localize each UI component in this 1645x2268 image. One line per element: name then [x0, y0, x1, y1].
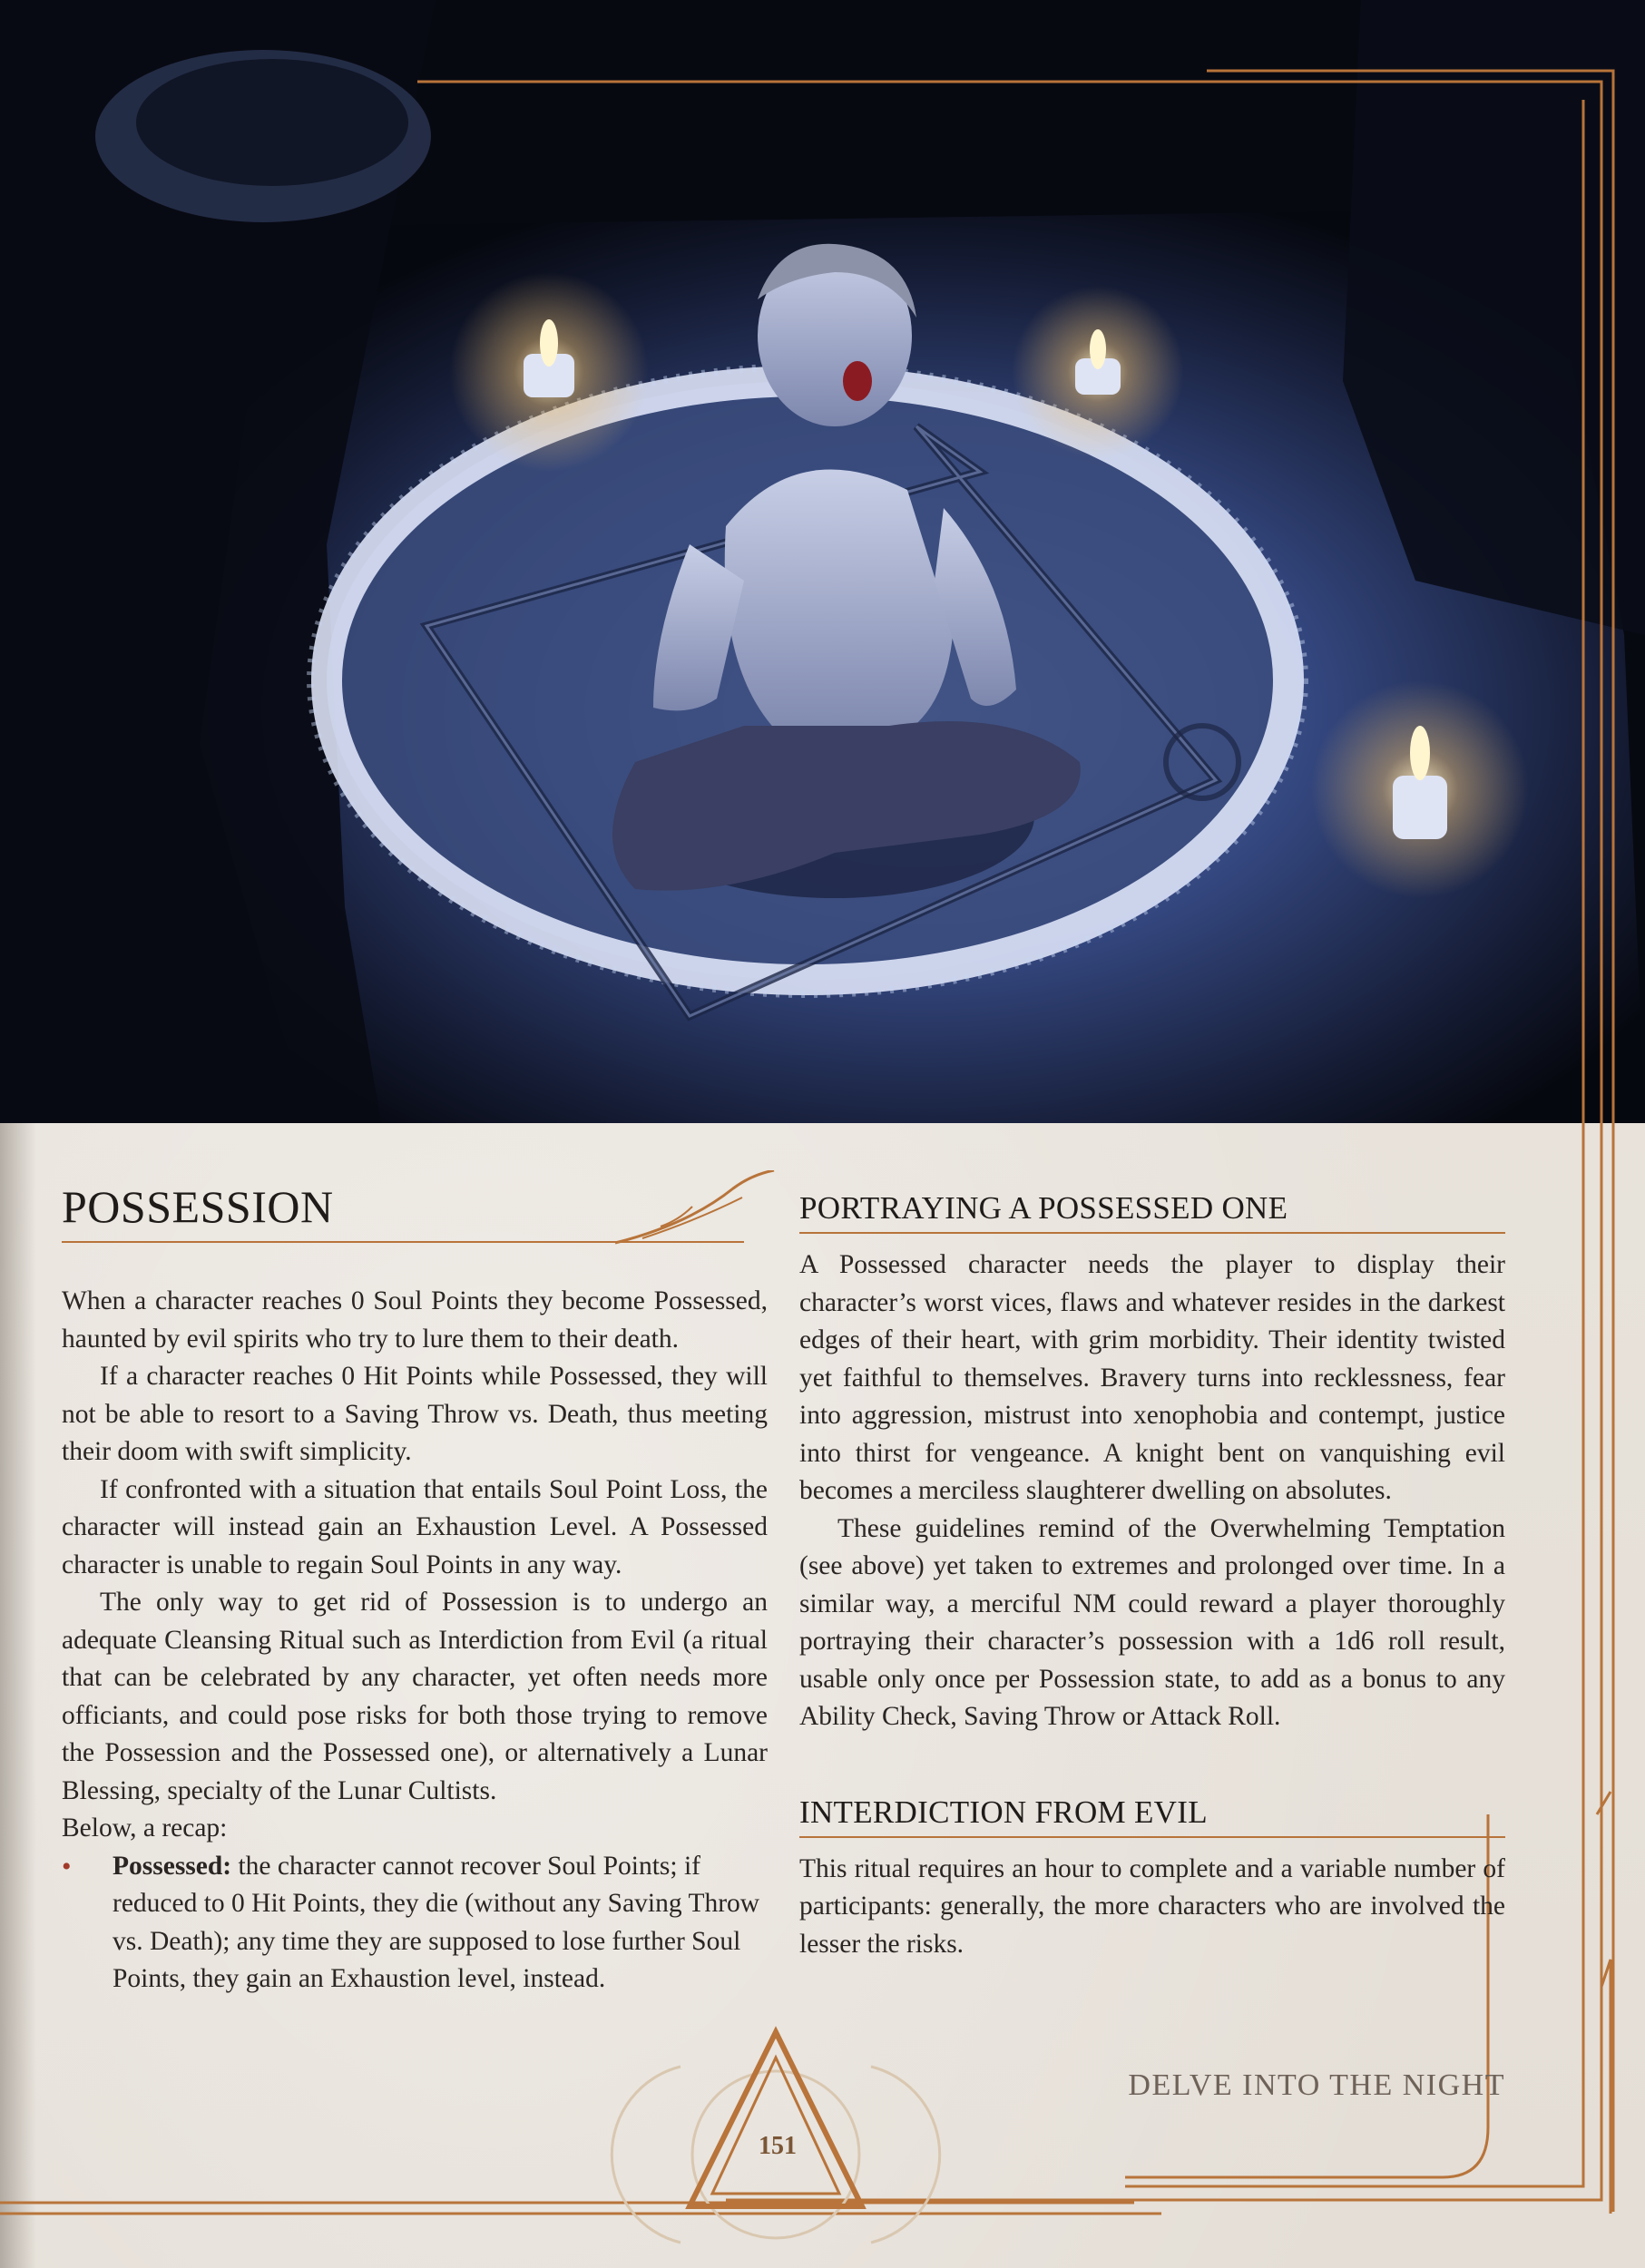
paragraph: If confronted with a situation that entails Soul Point Loss, the character will instead gain an Exhaustion Level. A Possessed character is unable to regain Soul Points in any way. — [62, 1474, 768, 1579]
paragraph: If a character reaches 0 Hit Points while Possessed, they will not be able to resort to a Saving Throw vs. Death, thus meeting their doom with swift simplicity. — [62, 1362, 768, 1466]
subsection-title-portraying: PORTRAYING A POSSESSED ONE — [799, 1188, 1505, 1234]
recap-text: the character cannot recover Soul Points; if reduced to 0 Hit Points, they die (without any Saving Throw vs. Death); any time they are supposed to lose further Soul Points, they gain an Exhaustion level, instead. — [113, 1851, 760, 1993]
list-item — [62, 1848, 768, 1999]
section-title-possession: POSSESSION — [62, 1181, 334, 1232]
paragraph: This ritual requires an hour to complete and a variable number of participants: generally, the more characters who are involved the lesser the risks. — [799, 1853, 1505, 1959]
paragraph: The only way to get rid of Possession is to undergo an adequate Cleansing Ritual such as Interdiction from Evil (a ritual that can be celebrated by any character, yet often needs more officiants, and could pose risks for both those trying to remove the Possession and the Possessed one), or alternatively a Lunar Blessing, specialty of the Lunar Cultists. — [62, 1588, 768, 1805]
page-number: 151 — [759, 2132, 797, 2160]
right-column — [799, 1188, 1505, 1963]
paragraph: A Possessed character needs the player to display their character’s worst vices, flaws and whatever resides in the darkest edges of their heart, with grim morbidity. Their identity twisted yet faithful to themselves. Bravery turns into recklessness, fear into aggression, mistrust into xenophobia and contempt, justice into thirst for vengeance. A knight bent on vanquishing evil becomes a merciless slaughterer dwelling on absolutes. — [799, 1250, 1505, 1505]
recap-intro: Below, a recap: — [62, 1813, 228, 1843]
bullet-icon: • — [62, 1851, 72, 1882]
quill-flourish-icon — [606, 1170, 788, 1252]
paragraph: These guidelines remind of the Overwhelming Temptation (see above) yet taken to extremes and prolonged over time. In a similar way, a merciful NM could reward a player thoroughly portraying their character’s possession with a 1d6 roll result, usable only once per Possession state, to add as a bonus to any Ability Check, Saving Throw or Attack Roll. — [799, 1513, 1505, 1731]
possession-ritual-illustration — [0, 0, 1645, 1123]
subsection-title-interdiction: INTERDICTION FROM EVIL — [799, 1793, 1505, 1838]
recap-list — [62, 1848, 768, 1999]
paragraph: When a character reaches 0 Soul Points they become Possessed, haunted by evil spirits who try to lure them to their death. — [62, 1286, 768, 1354]
recap-term: Possessed: — [113, 1851, 232, 1881]
left-column — [62, 1179, 768, 1999]
chapter-footer: DELVE INTO THE NIGHT — [1128, 2068, 1505, 2102]
